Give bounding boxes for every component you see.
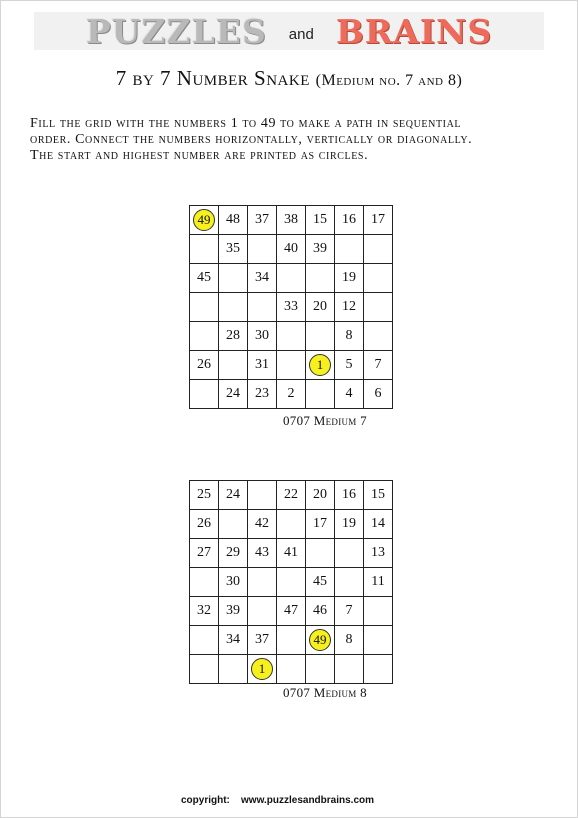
given-number: 19 [342, 516, 356, 531]
given-number: 19 [342, 270, 356, 285]
grid-cell [335, 510, 364, 539]
given-number: 40 [284, 241, 298, 256]
grid-cell[interactable] [364, 626, 393, 655]
given-number: 16 [342, 487, 356, 502]
grid-cell [335, 597, 364, 626]
grid-cell [248, 351, 277, 380]
grid-cell [190, 597, 219, 626]
copyright-footer [181, 795, 374, 806]
logo-brains-text: BRAINS [335, 11, 493, 51]
given-number: 27 [197, 545, 211, 560]
given-number: 8 [345, 632, 353, 647]
puzzle-caption-medium-7: 0707 Medium 7 [283, 413, 367, 428]
grid-cell [190, 481, 219, 510]
given-number: 43 [255, 545, 269, 560]
grid-cell [219, 380, 248, 409]
grid-cell [364, 510, 393, 539]
given-number: 48 [226, 212, 240, 227]
grid-cell[interactable] [277, 655, 306, 684]
grid-cell [219, 206, 248, 235]
given-number: 26 [197, 516, 211, 531]
given-number: 28 [226, 328, 240, 343]
grid-cell[interactable] [190, 655, 219, 684]
puzzle-grid-medium-8 [189, 480, 393, 684]
given-number: 30 [255, 328, 269, 343]
given-number: 13 [371, 545, 385, 560]
circled-number: 1 [251, 658, 273, 680]
grid-cell [364, 351, 393, 380]
grid-cell[interactable] [306, 264, 335, 293]
given-number: 24 [226, 386, 240, 401]
grid-cell [219, 539, 248, 568]
grid-cell[interactable] [277, 626, 306, 655]
puzzle-caption-medium-8: 0707 Medium 8 [283, 685, 367, 700]
given-number: 38 [284, 212, 298, 227]
grid-cell[interactable] [248, 235, 277, 264]
grid-cell[interactable] [248, 293, 277, 322]
grid-cell [248, 510, 277, 539]
grid-cell [335, 264, 364, 293]
circled-number: 49 [193, 209, 215, 231]
given-number: 24 [226, 487, 240, 502]
instructions-line-2: order. Connect the numbers horizontally, vertically or diagonally. [30, 132, 473, 147]
grid-cell [306, 510, 335, 539]
grid-cell [306, 235, 335, 264]
grid-cell [248, 264, 277, 293]
grid-cell [306, 626, 335, 655]
grid-cell[interactable] [335, 568, 364, 597]
given-number: 17 [371, 212, 385, 227]
given-number: 6 [374, 386, 382, 401]
given-number: 29 [226, 545, 240, 560]
given-number: 12 [342, 299, 356, 314]
given-number: 39 [313, 241, 327, 256]
grid-cell [219, 481, 248, 510]
given-number: 47 [284, 603, 298, 618]
grid-cell[interactable] [306, 655, 335, 684]
grid-cell [190, 351, 219, 380]
grid-cell[interactable] [364, 264, 393, 293]
grid-cell [277, 206, 306, 235]
given-number: 20 [313, 299, 327, 314]
grid-cell[interactable] [364, 322, 393, 351]
grid-cell[interactable] [190, 235, 219, 264]
copyright-label: copyright: [181, 795, 230, 806]
grid-cell [306, 568, 335, 597]
given-number: 41 [284, 545, 298, 560]
given-number: 17 [313, 516, 327, 531]
given-number: 16 [342, 212, 356, 227]
grid-cell [335, 293, 364, 322]
circled-number: 49 [309, 629, 331, 651]
grid-cell[interactable] [364, 655, 393, 684]
grid-cell [277, 293, 306, 322]
grid-cell [219, 597, 248, 626]
grid-cell [277, 380, 306, 409]
grid-cell [248, 655, 277, 684]
given-number: 8 [345, 328, 353, 343]
grid-cell [335, 380, 364, 409]
given-number: 37 [255, 632, 269, 647]
grid-cell [219, 568, 248, 597]
grid-cell[interactable] [219, 510, 248, 539]
grid-cell[interactable] [335, 655, 364, 684]
grid-cell [190, 539, 219, 568]
grid-cell [364, 481, 393, 510]
grid-cell[interactable] [335, 235, 364, 264]
given-number: 22 [284, 487, 298, 502]
grid-cell [364, 380, 393, 409]
given-number: 46 [313, 603, 327, 618]
grid-cell [335, 481, 364, 510]
grid-cell[interactable] [219, 351, 248, 380]
grid-cell [248, 626, 277, 655]
grid-cell[interactable] [364, 235, 393, 264]
instructions-line-3: The start and highest number are printed as circles. [30, 148, 369, 163]
grid-cell [364, 568, 393, 597]
given-number: 33 [284, 299, 298, 314]
given-number: 25 [197, 487, 211, 502]
grid-cell [335, 351, 364, 380]
grid-cell[interactable] [248, 481, 277, 510]
logo-and-text: and [288, 25, 314, 43]
given-number: 39 [226, 603, 240, 618]
given-number: 42 [255, 516, 269, 531]
given-number: 45 [313, 574, 327, 589]
grid-cell [248, 380, 277, 409]
grid-cell [219, 626, 248, 655]
title-main: 7 by 7 Number Snake [115, 66, 310, 90]
instructions-line-1: Fill the grid with the numbers 1 to 49 to make a path in sequential [30, 116, 462, 131]
given-number: 32 [197, 603, 211, 618]
given-number: 7 [345, 603, 353, 618]
grid-cell[interactable] [190, 626, 219, 655]
grid-cell[interactable] [364, 293, 393, 322]
grid-cell [248, 206, 277, 235]
logo-puzzles-text: PUZZLES [85, 11, 267, 51]
given-number: 37 [255, 212, 269, 227]
instructions [30, 116, 560, 164]
given-number: 31 [255, 357, 269, 372]
grid-cell[interactable] [277, 322, 306, 351]
circled-number: 1 [309, 354, 331, 376]
given-number: 34 [226, 632, 240, 647]
grid-cell [364, 206, 393, 235]
grid-cell[interactable] [277, 351, 306, 380]
given-number: 34 [255, 270, 269, 285]
grid-cell[interactable] [190, 322, 219, 351]
grid-cell[interactable] [277, 568, 306, 597]
given-number: 45 [197, 270, 211, 285]
grid-cell [306, 481, 335, 510]
given-number: 15 [371, 487, 385, 502]
grid-cell[interactable] [306, 322, 335, 351]
grid-cell [306, 206, 335, 235]
grid-cell [335, 206, 364, 235]
grid-cell[interactable] [306, 539, 335, 568]
grid-cell [277, 481, 306, 510]
grid-cell [306, 351, 335, 380]
grid-cell [248, 322, 277, 351]
puzzle-grid-medium-7 [189, 205, 393, 409]
grid-cell[interactable] [190, 380, 219, 409]
grid-cell [335, 626, 364, 655]
grid-cell [190, 510, 219, 539]
grid-cell[interactable] [219, 655, 248, 684]
grid-cell[interactable] [248, 597, 277, 626]
page-title [0, 66, 578, 91]
grid-cell[interactable] [277, 510, 306, 539]
grid-cell [219, 235, 248, 264]
grid-cell[interactable] [219, 264, 248, 293]
given-number: 11 [371, 574, 385, 589]
site-logo-banner [34, 12, 544, 50]
grid-cell[interactable] [277, 264, 306, 293]
given-number: 20 [313, 487, 327, 502]
given-number: 7 [374, 357, 382, 372]
grid-cell [335, 322, 364, 351]
grid-cell[interactable] [248, 568, 277, 597]
given-number: 14 [371, 516, 385, 531]
grid-cell [277, 235, 306, 264]
grid-cell [306, 597, 335, 626]
grid-cell [190, 206, 219, 235]
given-number: 23 [255, 386, 269, 401]
title-subtitle: (Medium no. 7 and 8) [315, 72, 463, 89]
copyright-url: www.puzzlesandbrains.com [241, 795, 375, 806]
grid-cell [219, 322, 248, 351]
grid-cell [190, 264, 219, 293]
grid-cell[interactable] [219, 293, 248, 322]
grid-cell [364, 539, 393, 568]
grid-cell [277, 597, 306, 626]
given-number: 15 [313, 212, 327, 227]
grid-cell[interactable] [335, 539, 364, 568]
given-number: 5 [345, 357, 353, 372]
grid-cell[interactable] [190, 568, 219, 597]
given-number: 35 [226, 241, 240, 256]
given-number: 26 [197, 357, 211, 372]
grid-cell[interactable] [364, 597, 393, 626]
grid-cell[interactable] [190, 293, 219, 322]
given-number: 4 [345, 386, 353, 401]
grid-cell [306, 293, 335, 322]
given-number: 2 [287, 386, 295, 401]
grid-cell[interactable] [306, 380, 335, 409]
grid-cell [277, 539, 306, 568]
given-number: 30 [226, 574, 240, 589]
grid-cell [248, 539, 277, 568]
